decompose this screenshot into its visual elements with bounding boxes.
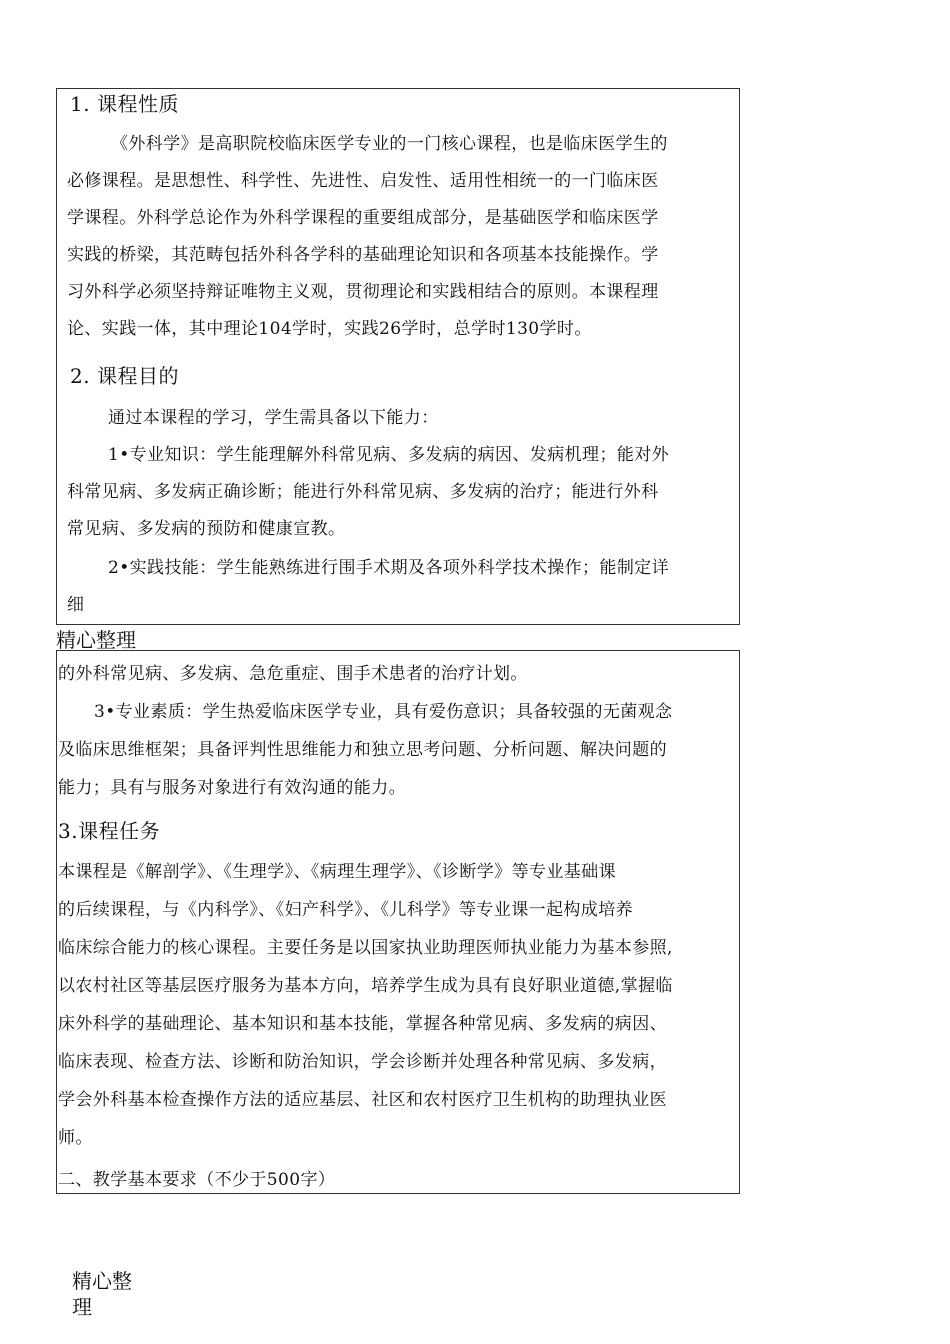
section1-line: 实践的桥梁，其范畴包括外科各学科的基础理论知识和各项基本技能操作。学: [67, 245, 659, 265]
watermark-text: 精心整理: [56, 628, 136, 652]
section3-line: 床外科学的基础理论、基本知识和基本技能，掌握各种常见病、多发病的病因、: [58, 1014, 667, 1034]
section3-line: 临床表现、检查方法、诊断和防治知识，学会诊断并处理各种常见病、多发病，: [58, 1052, 667, 1072]
section1-line: 必修课程。是思想性、科学性、先进性、启发性、适用性相统一的一门临床医: [67, 171, 659, 191]
section2-item1-line: 科常见病、多发病正确诊断；能进行外科常见病、多发病的治疗；能进行外科: [67, 482, 659, 502]
item3-line: 3•专业素质：学生热爱临床医学专业，具有爱伤意识；具备较强的无菌观念: [94, 702, 673, 722]
watermark-text: 理: [72, 1295, 92, 1319]
section3-heading: 3.课程任务: [58, 819, 161, 843]
section3-line: 学会外科基本检查操作方法的适应基层、社区和农村医疗卫生机构的助理执业医: [58, 1090, 667, 1110]
section1-line: 《外科学》是高职院校临床医学专业的一门核心课程，也是临床医学生的: [111, 134, 668, 154]
section2-item2-line: 2•实践技能：学生能熟练进行围手术期及各项外科学技术操作；能制定详: [108, 558, 670, 578]
section4-heading: 二、教学基本要求（不少于500字）: [58, 1170, 336, 1190]
section3-line: 以农村社区等基层医疗服务为基本方向，培养学生成为具有良好职业道德,掌握临: [58, 976, 673, 996]
section2-item1-line: 常见病、多发病的预防和健康宣教。: [67, 519, 346, 539]
item3-line: 能力；具有与服务对象进行有效沟通的能力。: [58, 778, 406, 798]
section2-intro: 通过本课程的学习，学生需具备以下能力：: [108, 408, 439, 428]
continued-line: 的外科常见病、多发病、急危重症、围手术患者的治疗计划。: [58, 664, 528, 684]
section3-line: 临床综合能力的核心课程。主要任务是以国家执业助理医师执业能力为基本参照,: [58, 938, 673, 958]
section2-item2-line: 细: [67, 595, 85, 615]
section1-line: 学课程。外科学总论作为外科学课程的重要组成部分，是基础医学和临床医学: [67, 208, 659, 228]
section-box-2: [56, 650, 740, 1194]
section1-heading: 1. 课程性质: [70, 92, 179, 116]
section3-line: 本课程是《解剖学》、《生理学》、《病理生理学》、《诊断学》等专业基础课: [58, 862, 616, 882]
section1-line: 习外科学必须坚持辩证唯物主义观，贯彻理论和实践相结合的原则。本课程理: [67, 282, 659, 302]
section2-item1-line: 1•专业知识：学生能理解外科常见病、多发病的病因、发病机理；能对外: [108, 445, 670, 465]
watermark-text: 精心整: [72, 1269, 132, 1293]
section3-line: 的后续课程，与《内科学》、《妇产科学》、《儿科学》等专业课一起构成培养: [58, 900, 633, 920]
item3-line: 及临床思维框架；具备评判性思维能力和独立思考问题、分析问题、解决问题的: [58, 740, 667, 760]
section1-line: 论、实践一体，其中理论104学时，实践26学时，总学时130学时。: [67, 319, 592, 339]
section-box-1: [56, 88, 740, 625]
section2-heading: 2. 课程目的: [70, 364, 179, 388]
section3-line: 师。: [58, 1128, 93, 1148]
